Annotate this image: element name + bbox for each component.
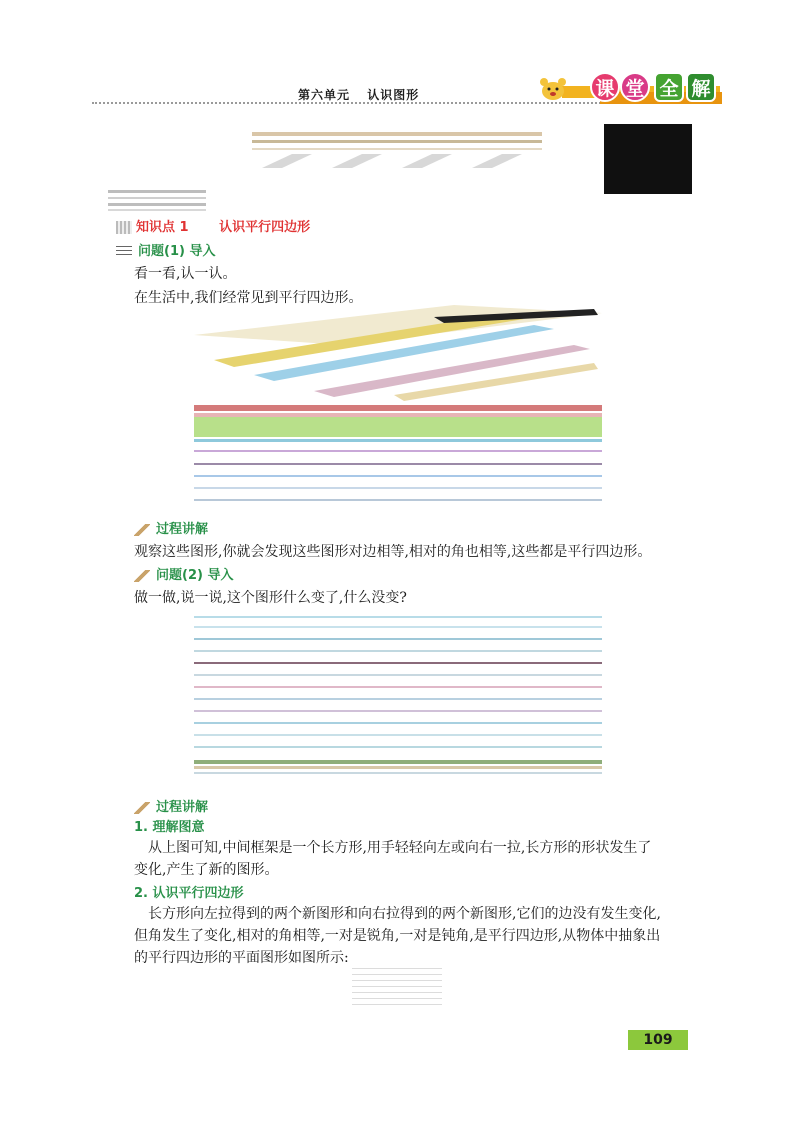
item2-paragraph-line3: 的平行四边形的平面图形如图所示: bbox=[134, 950, 349, 966]
dark-photo bbox=[604, 124, 692, 194]
top-illustration-strip bbox=[252, 128, 542, 174]
rectangle-frame-figure bbox=[194, 610, 602, 782]
list-lines-icon bbox=[116, 246, 132, 258]
process2-heading-text: 过程讲解 bbox=[156, 800, 209, 815]
item1-paragraph-line2: 变化,产生了新的图形。 bbox=[134, 862, 279, 878]
knowledge-point-tag: 知识点 1 bbox=[136, 220, 189, 235]
item2-heading: 2. 认识平行四边形 bbox=[134, 886, 244, 901]
brand-char-4: 解 bbox=[686, 72, 716, 102]
question2-heading bbox=[134, 564, 233, 583]
question2-heading-text: 问题(2) 导入 bbox=[156, 568, 234, 583]
bear-mascot-icon bbox=[536, 76, 570, 102]
item1-heading: 1. 理解图意 bbox=[134, 820, 205, 835]
process1-heading-text: 过程讲解 bbox=[156, 522, 209, 537]
knowledge-point-heading bbox=[116, 216, 310, 235]
process1-text: 观察这些图形,你就会发现这些图形对边相等,相对的角也相等,这些都是平行四边形。 bbox=[134, 544, 652, 560]
knowledge-point-badge-icon bbox=[116, 221, 132, 234]
question1-line2: 在生活中,我们经常见到平行四边形。 bbox=[134, 290, 363, 306]
question1-heading bbox=[116, 240, 215, 259]
page-number: 109 bbox=[628, 1030, 688, 1050]
question1-line1: 看一看,认一认。 bbox=[134, 266, 237, 282]
brand-logo bbox=[530, 70, 722, 108]
item1-paragraph-line1: 从上图可知,中间框架是一个长方形,用手轻轻向左或向右一拉,长方形的形状发生了 bbox=[148, 840, 652, 856]
unit-label: 第六单元 bbox=[298, 88, 351, 102]
question2-line1: 做一做,说一说,这个图形什么变了,什么没变? bbox=[134, 590, 407, 606]
process2-heading bbox=[134, 796, 208, 815]
pencil-icon bbox=[134, 524, 150, 536]
item2-paragraph-line2: 但角发生了变化,相对的角相等,一对是锐角,一对是钝角,是平行四边形,从物体中抽象出 bbox=[134, 928, 661, 944]
knowledge-point-title: 认识平行四边形 bbox=[219, 220, 311, 235]
pencil-icon bbox=[134, 802, 150, 814]
brand-char-2: 堂 bbox=[620, 72, 650, 102]
item2-paragraph-line1: 长方形向左拉得到的两个新图形和向右拉得到的两个新图形,它们的边没有发生变化, bbox=[148, 906, 661, 922]
brand-char-3: 全 bbox=[654, 72, 684, 102]
running-header bbox=[298, 86, 431, 103]
parallelogram-photos-figure bbox=[194, 305, 602, 510]
topic-label: 认识图形 bbox=[367, 88, 420, 102]
parallelogram-shapes-figure bbox=[352, 966, 442, 1010]
small-gray-image bbox=[108, 188, 206, 212]
question1-heading-text: 问题(1) 导入 bbox=[138, 244, 216, 259]
brand-char-1: 课 bbox=[590, 72, 620, 102]
pencil-icon bbox=[134, 570, 150, 582]
process1-heading bbox=[134, 518, 208, 537]
